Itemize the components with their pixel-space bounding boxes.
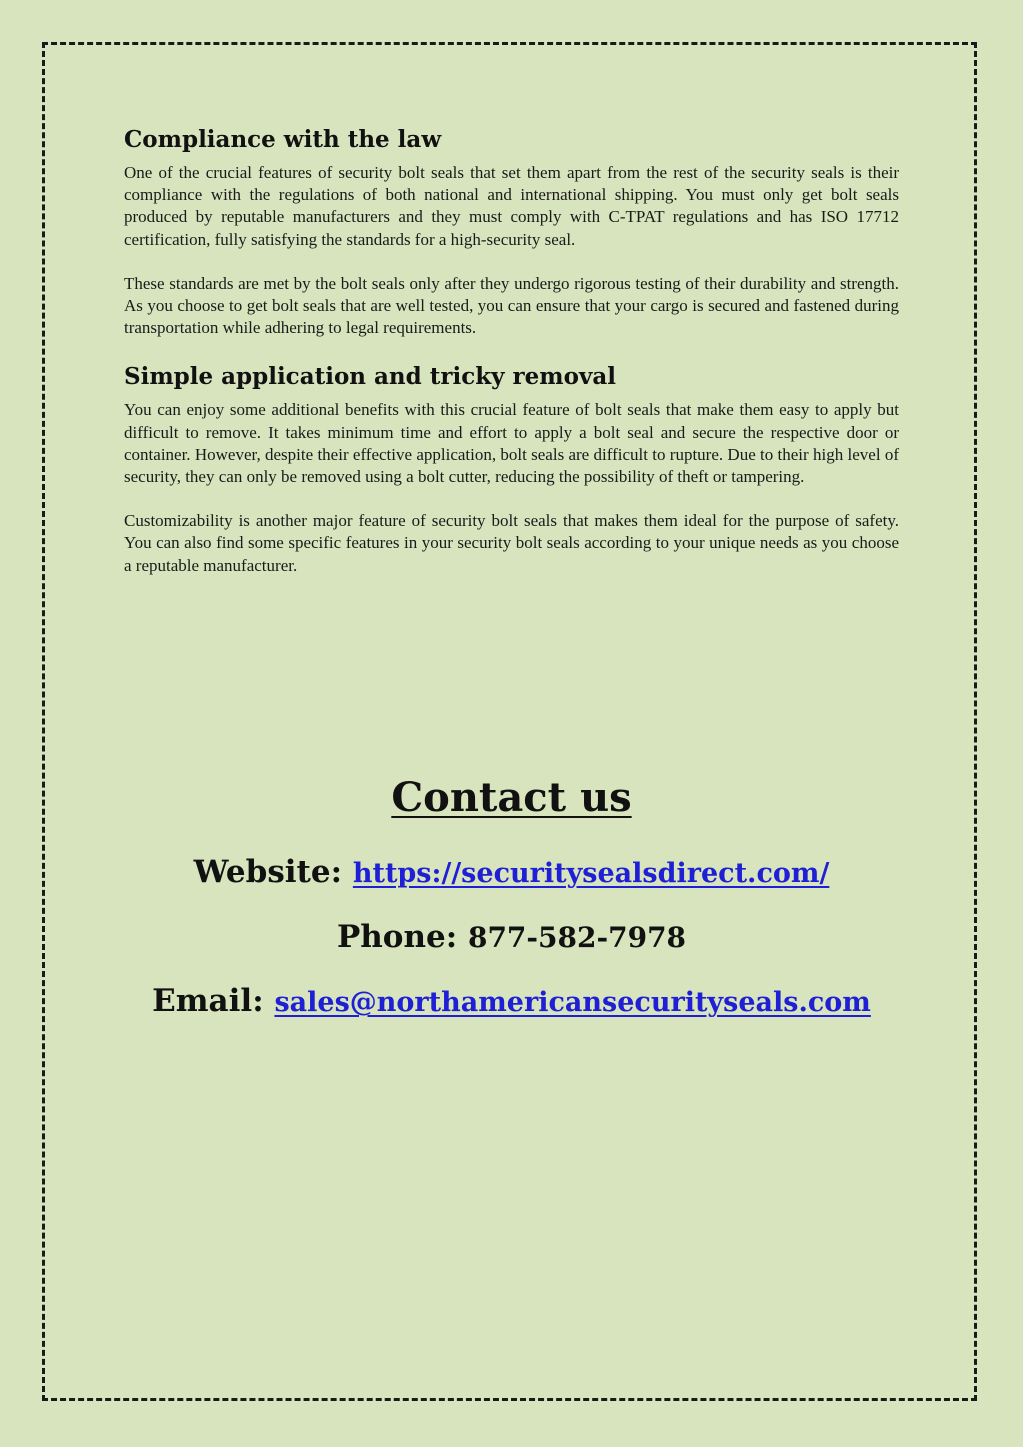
- contact-phone-line: [42, 917, 981, 958]
- section-heading-compliance: Compliance with the law: [124, 126, 442, 153]
- section-application: [124, 361, 899, 576]
- contact-block: [42, 770, 981, 1046]
- website-link[interactable]: https://securitysealsdirect.com/: [352, 858, 830, 889]
- paragraph-application-1: You can enjoy some additional benefits with this crucial feature of bolt seals that make them easy to apply but difficult to remove. It takes minimum time and effort to apply a bolt seal and secure the respective door or container. However, despite their effective application, bolt seals are difficult to rupture. Due to their high level of security, they can only be removed using a bolt cutter, reducing the possibility of theft or tampering.: [124, 400, 899, 487]
- paragraph-compliance-1: One of the crucial features of security bolt seals that set them apart from the rest of the security seals is their compliance with the regulations of both national and international shipping. You must only get bolt seals produced by reputable manufacturers and they must comply with C-TPAT regulations and has ISO 17712 certification, fully satisfying the standards for a high-security seal.: [124, 163, 899, 249]
- section-compliance: [124, 124, 899, 339]
- email-link[interactable]: sales@northamericansecurityseals.com: [274, 987, 871, 1018]
- paragraph-compliance-2: These standards are met by the bolt seals only after they undergo rigorous testing of their durability and strength. As you choose to get bolt seals that are well tested, you can ensure that your cargo is secured and fastened during transportation while adhering to legal requirements.: [124, 273, 899, 338]
- phone-number: 877-582-7978: [467, 921, 687, 954]
- article-body: [124, 124, 899, 599]
- email-label: Email:: [152, 983, 275, 1019]
- website-label: Website:: [193, 854, 353, 890]
- section-heading-application: Simple application and tricky removal: [124, 363, 616, 391]
- phone-label: Phone:: [336, 919, 468, 955]
- contact-title: Contact us: [391, 774, 632, 821]
- paragraph-application-2: Customizability is another major feature of security bolt seals that makes them ideal for the purpose of safety. You can also find some specific features in your security bolt seals according to your unique needs as you choose a reputable manufacturer.: [124, 511, 899, 575]
- contact-website-line: [42, 852, 981, 894]
- contact-email-line: [42, 981, 981, 1023]
